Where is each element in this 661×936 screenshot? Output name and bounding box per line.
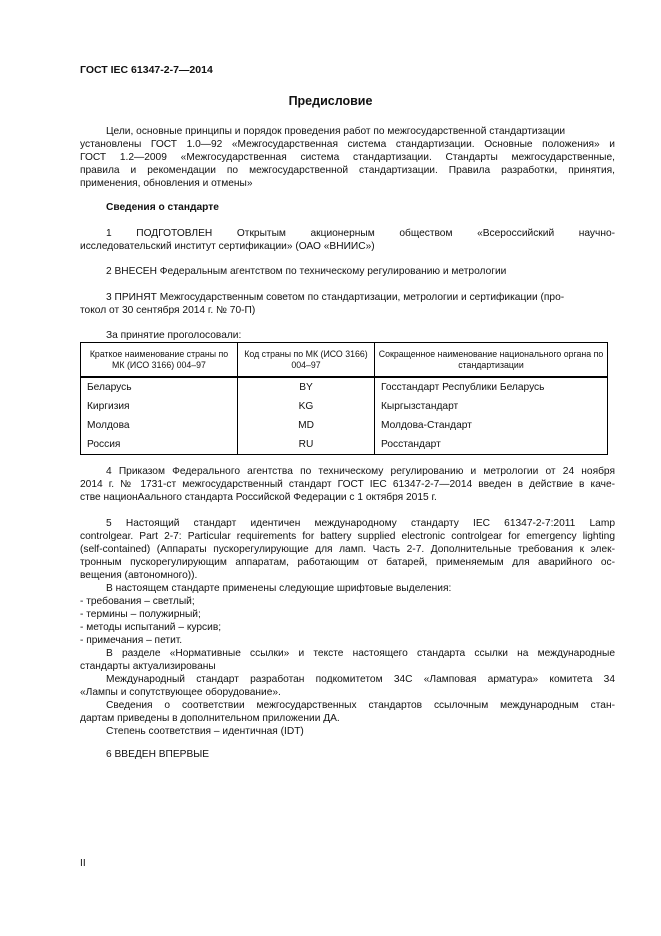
intro-paragraph bbox=[80, 125, 615, 190]
country-cell: Россия bbox=[81, 435, 238, 455]
item-3-line: 3 ПРИНЯТ Межгосударственным советом по стандартизации, метрологии и сертификации (про- bbox=[106, 292, 565, 303]
item-6: 6 ВВЕДЕН ВПЕРВЫЕ bbox=[106, 749, 210, 760]
item-3 bbox=[80, 291, 615, 317]
refs-line: стандарты актуализированы bbox=[80, 661, 216, 672]
item-5-line: тронным пускорегулирующим аппаратам, работающим от батарей, применяемым для аварийного ос- bbox=[80, 557, 615, 568]
fonts-list-item: - примечания – петит. bbox=[80, 635, 183, 646]
table-header-body: Сокращенное наименование национального органа по стандартизации bbox=[375, 343, 608, 378]
correspondence-line: дартам приведены в дополнительном приложении ДА. bbox=[80, 713, 340, 724]
table-row bbox=[81, 416, 608, 435]
item-5 bbox=[80, 517, 615, 738]
body-cell: Кыргызстандарт bbox=[375, 397, 608, 416]
item-1 bbox=[80, 227, 615, 253]
dev-line: Международный стандарт разработан подкомитетом 34С «Ламповая арматура» комитета 34 bbox=[106, 674, 615, 685]
body-cell: Госстандарт Республики Беларусь bbox=[375, 377, 608, 397]
correspondence-line: Сведения о соответствии межгосударственных стандартов ссылочным международным стан- bbox=[106, 700, 615, 711]
item-5-line: (self-contained) (Аппараты пускорегулирующие для ламп. Часть 2-7. Дополнительные требования к элек- bbox=[80, 544, 615, 555]
intro-line: правила и рекомендации по межгосударственной стандартизации. Правила разработки, принятия, bbox=[80, 165, 615, 176]
item-5-line: вещения (автономного)). bbox=[80, 570, 198, 581]
standard-code-header: ГОСТ IEC 61347-2-7—2014 bbox=[80, 64, 213, 76]
intro-line: установлены ГОСТ 1.0—92 «Межгосударственная система стандартизации. Основные положения» и bbox=[80, 139, 615, 150]
refs-line: В разделе «Нормативные ссылки» и тексте настоящего стандарта ссылки на международные bbox=[106, 648, 615, 659]
fonts-list-item: - термины – полужирный; bbox=[80, 609, 201, 620]
body-cell: Молдова-Стандарт bbox=[375, 416, 608, 435]
item-5-line: 5 Настоящий стандарт идентичен международному стандарту IEC 61347-2-7:2011 Lamp bbox=[106, 518, 615, 529]
page-title: Предисловие bbox=[288, 94, 373, 108]
code-cell: RU bbox=[238, 435, 375, 455]
item-5-line: controlgear. Part 2-7: Particular requirements for battery supplied electronic controlgear for emergency lighting bbox=[80, 531, 615, 542]
table-header-country: Краткое наименование страны по МК (ИСО 3166) 004–97 bbox=[81, 343, 238, 378]
item-1-line: 1 ПОДГОТОВЛЕН Открытым акционерным обществом «Всероссийский научно- bbox=[106, 228, 615, 239]
country-cell: Киргизия bbox=[81, 397, 238, 416]
degree-line: Степень соответствия – идентичная (IDT) bbox=[106, 726, 304, 737]
item-2: 2 ВНЕСЕН Федеральным агентством по техническому регулированию и метрологии bbox=[106, 266, 507, 277]
page-number: II bbox=[80, 858, 86, 869]
table-header-code: Код страны по МК (ИСО 3166) 004–97 bbox=[238, 343, 375, 378]
info-heading: Сведения о стандарте bbox=[106, 202, 219, 213]
item-3-line: токол от 30 сентября 2014 г. № 70-П) bbox=[80, 305, 256, 316]
item-4 bbox=[80, 465, 615, 504]
table-row bbox=[81, 397, 608, 416]
item-4-line: 2014 г. № 1731-ст межгосударственный стандарт ГОСТ IEC 61347-2-7—2014 введен в действие в каче- bbox=[80, 479, 615, 490]
item-1-line: исследовательский институт сертификации» (ОАО «ВНИИС») bbox=[80, 241, 375, 252]
item-4-line: стве национАального стандарта Российской Федерации с 1 октября 2015 г. bbox=[80, 492, 437, 503]
vote-caption: За принятие проголосовали: bbox=[106, 330, 242, 341]
body-cell: Росстандарт bbox=[375, 435, 608, 455]
dev-line: «Лампы и сопутствующее оборудование». bbox=[80, 687, 281, 698]
country-cell: Беларусь bbox=[81, 377, 238, 397]
code-cell: MD bbox=[238, 416, 375, 435]
intro-line: ГОСТ 1.2—2009 «Межгосударственная система стандартизации. Стандарты межгосударственные, bbox=[80, 152, 615, 163]
intro-line: Цели, основные принципы и порядок проведения работ по межгосударственной стандартизации bbox=[106, 126, 566, 137]
table-row bbox=[81, 435, 608, 455]
code-cell: KG bbox=[238, 397, 375, 416]
country-cell: Молдова bbox=[81, 416, 238, 435]
code-cell: BY bbox=[238, 377, 375, 397]
table-row bbox=[81, 377, 608, 397]
fonts-list-item: - требования – светлый; bbox=[80, 596, 195, 607]
table-header-row bbox=[81, 343, 608, 378]
intro-line: применения, обновления и отмены» bbox=[80, 178, 253, 189]
fonts-intro: В настоящем стандарте применены следующие шрифтовые выделения: bbox=[106, 583, 452, 594]
item-4-line: 4 Приказом Федерального агентства по техническому регулированию и метрологии от 24 ноября bbox=[106, 466, 615, 477]
fonts-list-item: - методы испытаний – курсив; bbox=[80, 622, 222, 633]
voting-table bbox=[80, 342, 608, 455]
